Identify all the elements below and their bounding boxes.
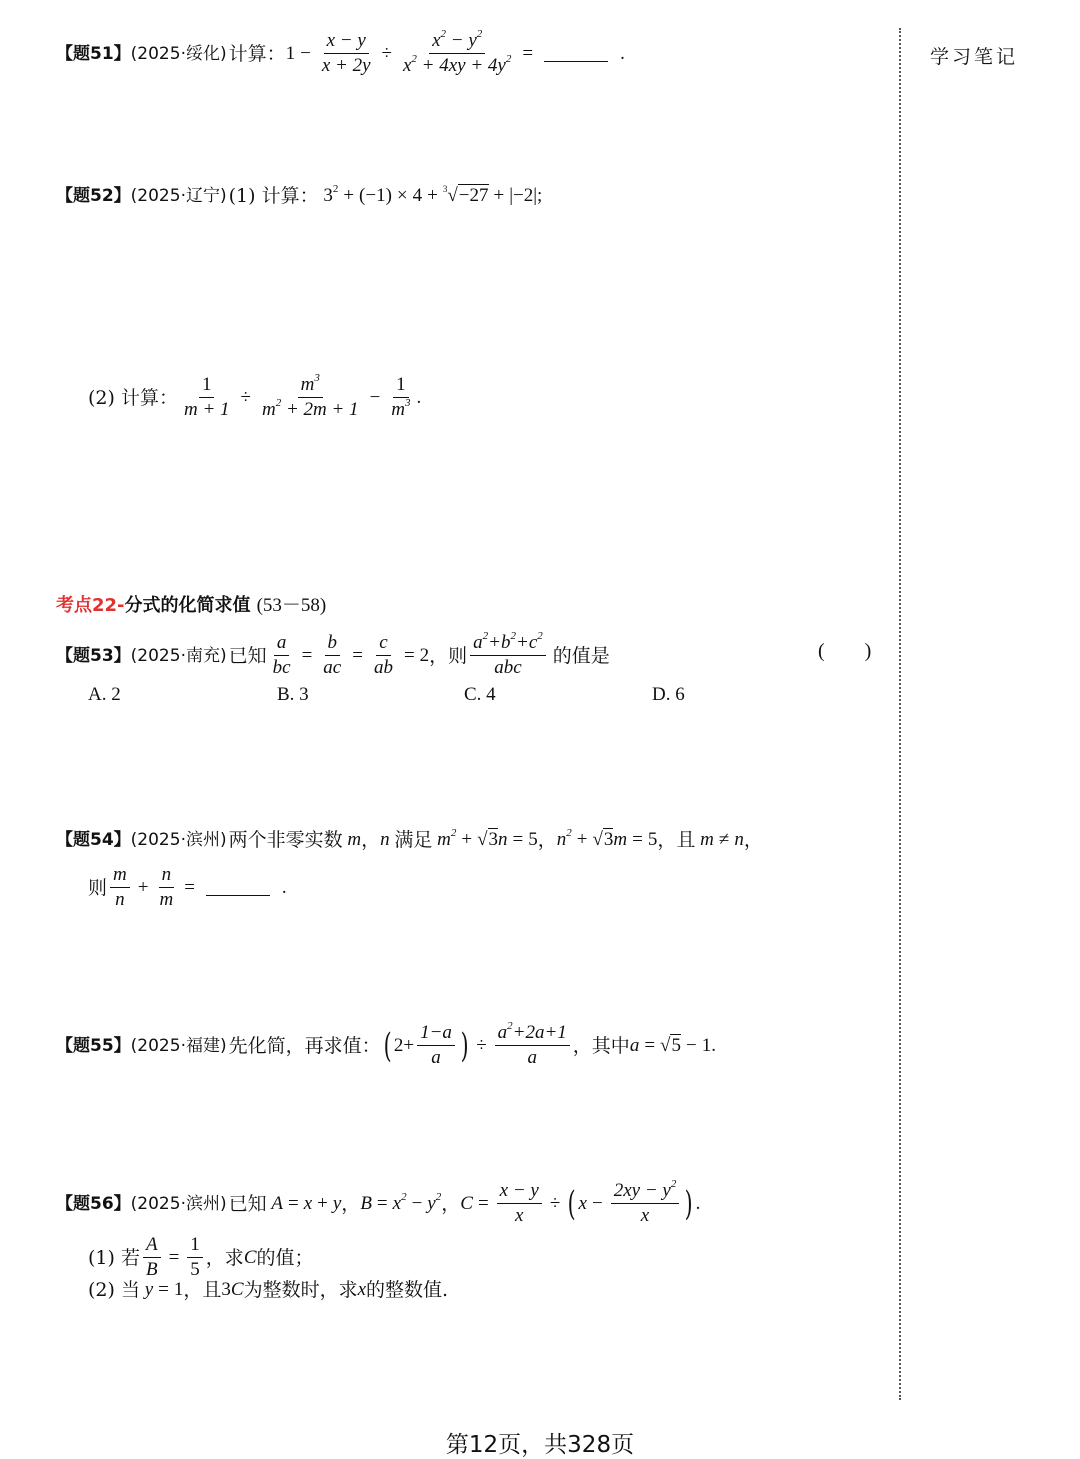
question-source: (2025·绥化) (130, 43, 227, 64)
question-tag: 【题51】 (56, 43, 131, 64)
fraction: $\frac{x - y}{x + 2y}$ (321, 30, 371, 76)
notes-divider (899, 28, 901, 1400)
answer-bracket[interactable]: ( ) (818, 640, 872, 662)
question-text: 为整数时，求 (243, 1279, 358, 1301)
question-source: (2025·福建) (130, 1035, 227, 1056)
question-tag: 【题52】 (56, 186, 131, 206)
fraction: $\frac{m^3}{m^2 + 2m + 1}$ (261, 372, 359, 420)
fraction: $\frac{1}{m + 1}$ (183, 374, 230, 420)
question-text: (2) 当 (88, 1279, 140, 1301)
question-text: 的值是 (552, 644, 610, 667)
question-tag: 【题55】 (56, 1035, 131, 1056)
question-part-1: (1) 计算： (228, 185, 319, 207)
question-text: ，求 (205, 1246, 244, 1269)
question-text: ，其中 (572, 1034, 630, 1057)
question-54-line-2: 则 $\frac{m}{n}$ + $\frac{n}{m}$ = . (88, 864, 287, 910)
question-text: 已知 (228, 1192, 267, 1215)
question-55: 【题55】 (2025·福建) 先化简，再求值： ( 2+ $\frac{1-a}{a}$ ) ÷ $\frac{a^2+2a+1}{a}$ ，其中 a = √5 − 1. (56, 1020, 716, 1068)
option-a[interactable]: A. 2 (88, 684, 121, 705)
question-source: (2025·辽宁) (130, 186, 227, 206)
question-53: 【题53】 (2025·南充) 已知 $\frac{a}{bc}$ = $\frac{b}{ac}$ = $\frac{c}{ab}$ = 2 ，则 $\frac{a^2+b^2+c^2}{\text{abc}}$ 的值是 (56, 630, 610, 678)
section-title: 分式的化简求值 (124, 595, 251, 616)
question-source: (2025·滨州) (130, 1193, 227, 1214)
option-c[interactable]: C. 4 (464, 684, 496, 705)
question-tag: 【题56】 (56, 1193, 131, 1214)
question-tag: 【题53】 (56, 645, 131, 666)
question-56-part-2: (2) 当 y = 1 ，且 3 C 为整数时，求 x 的整数值. (88, 1279, 449, 1301)
section-label: 考点22- (56, 595, 125, 616)
question-52-part-2: (2) 计算： $\frac{1}{m + 1}$ ÷ $\frac{m^3}{m^2 + 2m + 1}$ − $\frac{1}{m^3}$ . (88, 372, 422, 420)
fraction: $\frac{x^2 - y^2}{x^2 + 4xy + 4y^2}$ (402, 28, 512, 76)
question-text: ，则 (429, 644, 468, 667)
section-range: (53－58) (256, 595, 327, 616)
question-51: 【题51】 (2025·绥化) 计算： 1 − $\frac{x - y}{x + 2y}$ ÷ $\frac{x^2 - y^2}{x^2 + 4xy + 4y^2}$ = . (56, 28, 625, 76)
question-text: ，且 (183, 1279, 222, 1301)
question-text: 先化简，再求值： (228, 1034, 381, 1057)
option-b[interactable]: B. 3 (277, 684, 309, 705)
question-source: (2025·滨州) (130, 830, 227, 850)
question-part-2: (2) 计算： (88, 386, 178, 409)
question-tag: 【题54】 (56, 830, 131, 850)
question-source: (2025·南充) (130, 645, 227, 666)
question-text: 的整数值. (366, 1279, 449, 1301)
question-text: (1) 若 (88, 1246, 140, 1269)
section-heading (56, 592, 326, 619)
question-text: 已知 (228, 644, 267, 667)
question-text: 的值； (256, 1246, 314, 1269)
fraction: $\frac{1}{m^3}$ (391, 374, 411, 420)
option-d[interactable]: D. 6 (652, 684, 685, 705)
notes-label: 学习笔记 (930, 46, 1019, 68)
question-56: 【题56】 (2025·滨州) 已知 A = x + y ， B = $x^2$ − $y^2$ ， C = $\frac{x - y}{x}$ ÷ ( x − $\frac{2xy - y^2}{x}$ ) . (56, 1178, 701, 1226)
question-text: 两个非零实数 (228, 829, 343, 851)
question-52: 【题52】 (2025·辽宁) (1) 计算： $3^2$ + (−1) × 4 + $^3$√−27 + |−2|; (56, 183, 543, 207)
question-text: 计算： (228, 42, 286, 65)
question-54: 【题54】 (2025·滨州) 两个非零实数 m ， n 满足 $m^2$ + √3 n = 5 ， $n^2$ + √3 m = 5 ， 且 m ≠ n ， (56, 827, 763, 851)
answer-blank[interactable] (544, 45, 608, 62)
question-text: 满足 (394, 829, 433, 851)
answer-blank[interactable] (206, 879, 270, 896)
question-text: 则 (88, 876, 108, 899)
question-text: 且 (676, 829, 696, 851)
page-number: 第12页，共328页 (445, 1432, 635, 1458)
question-56-part-1: (1) 若 $\frac{A}{B}$ = $\frac{1}{5}$ ，求 C 的值； (88, 1234, 314, 1280)
